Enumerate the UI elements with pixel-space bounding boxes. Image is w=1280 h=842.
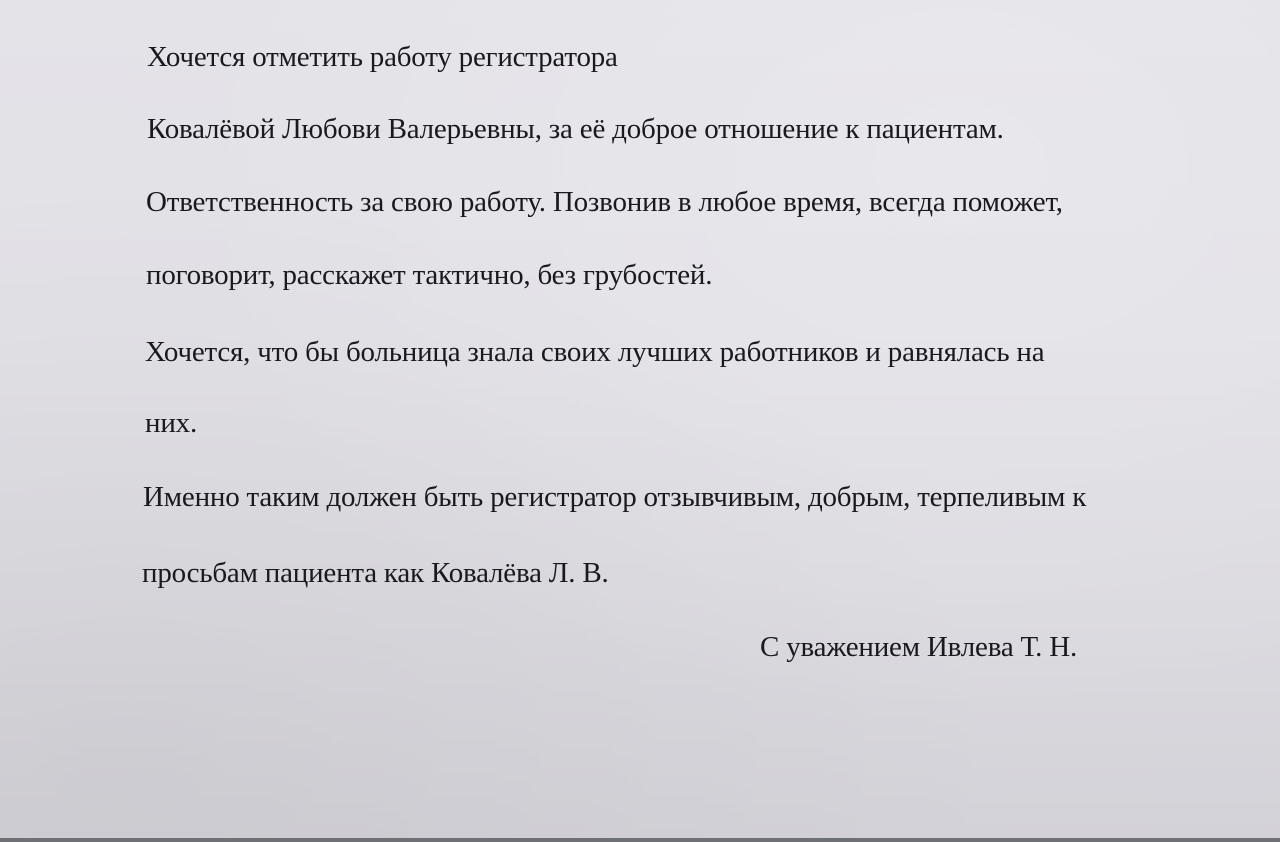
letter-line-6: них. xyxy=(145,407,197,439)
letter-line-7: Именно таким должен быть регистратор отзывчивым, добрым, терпеливым к xyxy=(143,481,1087,513)
letter-line-4: поговорит, расскажет тактично, без грубостей. xyxy=(146,259,713,291)
letter-line-8: просьбам пациента как Ковалёва Л. В. xyxy=(142,557,609,589)
signature-line: С уважением Ивлева Т. Н. xyxy=(760,631,1078,663)
surface-edge xyxy=(0,838,1280,842)
letter-line-2: Ковалёвой Любови Валерьевны, за её доброе отношение к пациентам. xyxy=(147,113,1004,145)
letter-line-5: Хочется, что бы больница знала своих лучших работников и равнялась на xyxy=(145,336,1045,368)
letter-line-1: Хочется отметить работу регистратора xyxy=(147,41,618,73)
letter-line-3: Ответственность за свою работу. Позвонив в любое время, всегда поможет, xyxy=(146,186,1063,218)
